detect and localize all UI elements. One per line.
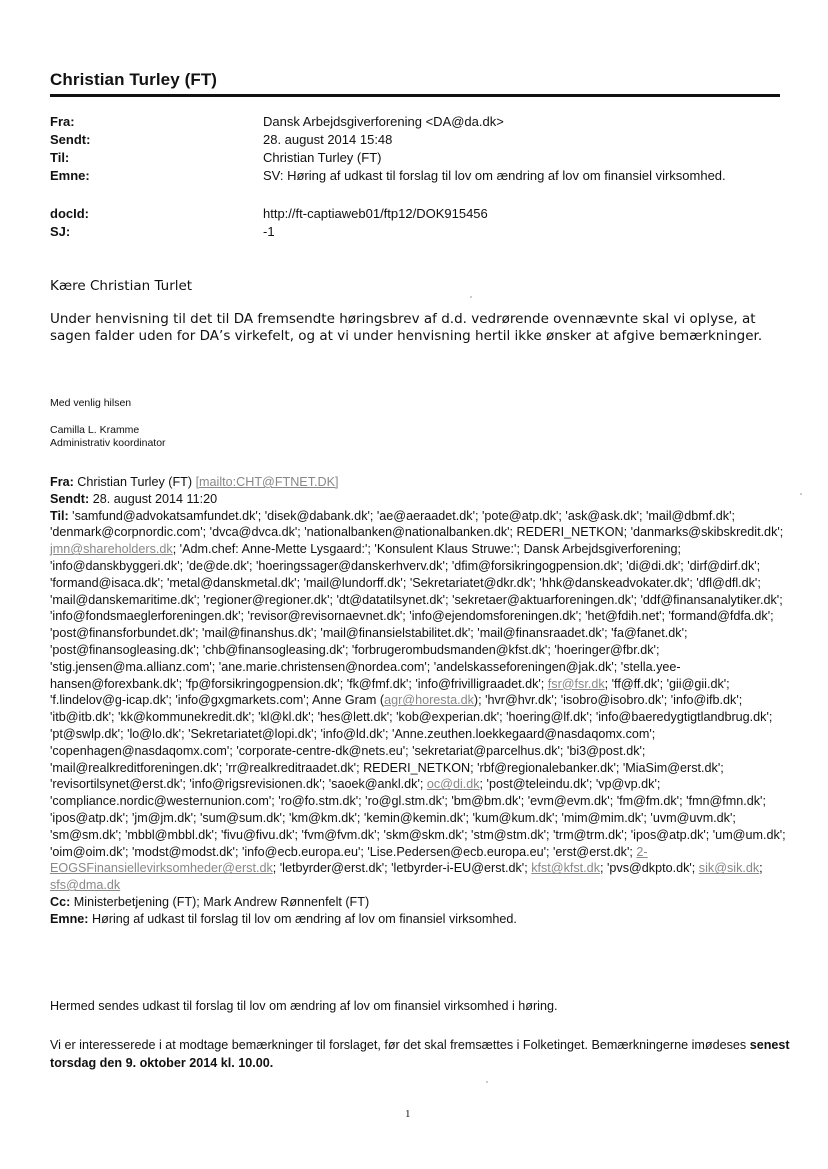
recipient-text: 'samfund@advokatsamfundet.dk'; 'disek@dabank.dk'; 'ae@aeraadet.dk'; 'pote@atp.dk'; 'ask@ask.dk'; 'mail@dbmf.dk'; 'denmark@corpnordic.com'; 'dvca@dvca.dk'; 'nationalbanken@nationalbanken.dk'; REDERI_NETKON; 'danmarks@skibskredit.dk'; <box>50 508 784 540</box>
title-rule <box>50 94 780 97</box>
header-to-label: Til: <box>50 150 70 165</box>
forwarded-mailto-link[interactable]: [mailto:CHT@FTNET.DK] <box>195 475 339 489</box>
recipient-text: ; 'pvs@dkpto.dk'; <box>600 861 699 876</box>
forwarded-subject-value: Høring af udkast til forslag til lov om ændring af lov om finansiel virksomhed. <box>92 911 517 926</box>
reply-body: Under henvisning til det til DA fremsendte høringsbrev af d.d. vedrørende ovennævnte skal vi oplyse, at sagen falder uden for DA’s virkefelt, og at vi under henvisning hertil ikke ønsker at afgive bemærkninger. <box>50 311 763 344</box>
reply-signature <box>50 424 166 450</box>
forwarded-cc-label: Cc: <box>50 894 71 909</box>
recipient-text: ; 'ff@ff.dk'; 'gii@gii.dk'; 'f.lindelov@g-icap.dk'; 'info@gxgmarkets.com'; Anne Gram ( <box>50 676 730 708</box>
hearing-deadline: senest torsdag den 9. oktober 2014 kl. 10.00. <box>50 1038 790 1070</box>
forwarded-subject-label: Emne: <box>50 911 89 926</box>
forwarded-to-line <box>50 508 790 894</box>
header-docid-row <box>50 205 780 223</box>
forwarded-sent-line <box>50 491 790 508</box>
recipient-text: ; 'Adm.chef: Anne-Mette Lysgaard:'; 'Konsulent Klaus Struwe:'; Dansk Arbejdsgiverforening; 'info@danskbyggeri.dk'; 'de@de.dk'; 'hoeringssager@danskerhverv.dk'; 'dfim@forsikringogpension.dk'; 'di@di.dk'; 'dirf@dirf.dk'; 'formand@isaca.dk'; 'metal@danskmetal.dk'; 'mail@lundorff.dk'; 'Sekretariatet@dkr.dk'; 'hhk@danskeadvokater.dk'; 'dfl@dfl.dk'; 'mail@danskemaritime.dk'; 'regioner@regioner.dk'; 'dt@datatilsynet.dk'; 'sekretaer@aktuarforeningen.dk'; 'ddf@finansanalytiker.dk'; 'info@fondsmaeglerforeningen.dk'; 'revisor@revisornaevnet.dk'; 'info@ejendomsforeningen.dk'; 'het@fdih.net'; 'formand@fdfa.dk'; 'post@finansforbundet.dk'; 'mail@finanshus.dk'; 'mail@finansielstabilitet.dk'; 'mail@finansraadet.dk'; 'fa@fanet.dk'; 'post@finansogleasing.dk'; 'chb@finansogleasing.dk'; 'forbrugerombudsmanden@kfst.dk'; 'hoeringer@fbr.dk'; 'stig.jensen@ma.allianz.com'; 'ane.marie.christensen@nordea.com'; 'andelskasseforeningen@jak.dk'; 'stella.yee-hansen@forexbank.dk'; 'fp@forsikringogpension.dk'; 'fk@fmf.dk'; 'info@frivilligraadet.dk'; <box>50 542 783 691</box>
forwarded-from-value: Christian Turley (FT) <box>77 475 193 489</box>
forwarded-message <box>50 474 790 928</box>
recipient-email-link[interactable]: oc@di.dk <box>426 777 480 792</box>
scan-speck <box>470 296 472 298</box>
forwarded-from-label: Fra: <box>50 475 74 489</box>
header-sj-value: -1 <box>263 224 275 239</box>
header-sent-value: 28. august 2014 15:48 <box>263 132 393 147</box>
reply-salutation: Kære Christian Turlet <box>50 278 193 294</box>
forwarded-to-label: Til: <box>50 508 69 523</box>
header-subject-value: SV: Høring af udkast til forslag til lov om ændring af lov om finansiel virksomhed. <box>263 168 726 183</box>
recipient-text: ; <box>759 861 763 876</box>
hearing-paragraph-2 <box>50 1036 790 1072</box>
recipient-text: ); 'hvr@hvr.dk'; 'isobro@isobro.dk'; 'info@ifb.dk'; 'itb@itb.dk'; 'kk@kommunekredit.dk'; 'kl@kl.dk'; 'hes@lett.dk'; 'kob@experian.dk'; 'hoering@lf.dk'; 'info@baeredygtigtlandbrug.dk'; 'pt@swlp.dk'; 'lo@lo.dk'; 'Sekretariatet@lopi.dk'; 'info@ld.dk'; 'Anne.zeuthen.loekkegaard@nasdaqomx.com'; 'copenhagen@nasdaqomx.com'; 'corporate-centre-dk@nets.eu'; 'sekretariat@parcelhus.dk'; 'bi3@post.dk'; 'mail@realkreditforeningen.dk'; 'rr@realkreditraadet.dk'; REDERI_NETKON; 'rbf@regionalebanker.dk'; 'MiaSim@erst.dk'; 'revisortilsynet@erst.dk'; 'info@rigsrevisionen.dk'; 'saoek@ankl.dk'; <box>50 693 773 792</box>
recipient-email-link[interactable]: agr@horesta.dk <box>384 693 474 708</box>
page-number: 1 <box>405 1108 411 1120</box>
recipient-email-link[interactable]: 2-EOGSFinansiellevirksomheder@erst.dk <box>50 844 648 876</box>
forwarded-subject-line <box>50 911 790 928</box>
header-docid-label: docId: <box>50 206 89 221</box>
header-sent-row <box>50 131 780 149</box>
recipient-list <box>50 509 786 893</box>
hearing-paragraph-1: Hermed sendes udkast til forslag til lov om ændring af lov om finansiel virksomhed i høring. <box>50 999 558 1013</box>
header-from-label: Fra: <box>50 114 75 129</box>
recipient-email-link[interactable]: jmn@shareholders.dk <box>50 542 173 557</box>
header-sj-label: SJ: <box>50 224 71 239</box>
header-docid-value: http://ft-captiaweb01/ftp12/DOK915456 <box>263 206 488 221</box>
forwarded-from-line <box>50 474 790 491</box>
hearing-paragraph-2-text: Vi er interesserede i at modtage bemærkninger til forslaget, før det skal fremsættes i Folketinget. Bemærkningerne imødeses <box>50 1038 750 1052</box>
forwarded-sent-label: Sendt: <box>50 491 90 506</box>
recipient-email-link[interactable]: kfst@kfst.dk <box>531 861 600 876</box>
header-from-row <box>50 113 780 131</box>
header-to-row <box>50 149 780 167</box>
scan-speck <box>486 1081 488 1083</box>
recipient-email-link[interactable]: fsr@fsr.dk <box>547 676 605 691</box>
forwarded-cc-line <box>50 894 790 911</box>
recipient-email-link[interactable]: sik@sik.dk <box>698 861 760 876</box>
header-sj-row <box>50 223 780 241</box>
header-subject-label: Emne: <box>50 168 90 183</box>
signer-name: Camilla L. Kramme <box>50 424 140 436</box>
email-header <box>50 113 780 241</box>
header-to-value: Christian Turley (FT) <box>263 150 382 165</box>
forwarded-cc-value: Ministerbetjening (FT); Mark Andrew Rønnenfelt (FT) <box>73 894 370 909</box>
header-sent-label: Sendt: <box>50 132 91 147</box>
reply-closing: Med venlig hilsen <box>50 397 132 409</box>
header-subject-row <box>50 167 780 185</box>
scan-speck <box>800 493 802 495</box>
forwarded-sent-value: 28. august 2014 11:20 <box>92 491 218 506</box>
recipient-text: ; 'letbyrder@erst.dk'; 'letbyrder-i-EU@erst.dk'; <box>272 861 532 876</box>
recipient-email-link[interactable]: sfs@dma.dk <box>50 878 121 893</box>
header-from-value: Dansk Arbejdsgiverforening <DA@da.dk> <box>263 114 504 129</box>
sender-title: Christian Turley (FT) <box>50 70 218 89</box>
signer-title: Administrativ koordinator <box>50 437 166 449</box>
recipient-text: ; 'post@teleindu.dk'; 'vp@vp.dk'; 'compliance.nordic@westernunion.com'; 'ro@fo.stm.dk'; 'ro@gl.stm.dk'; 'bm@bm.dk'; 'evm@evm.dk'; 'fm@fm.dk'; 'fmn@fmn.dk'; 'ipos@atp.dk'; 'jm@jm.dk'; 'sum@sum.dk'; 'km@km.dk'; 'kemin@kemin.dk'; 'kum@kum.dk'; 'mim@mim.dk'; 'uvm@uvm.dk'; 'sm@sm.dk'; 'mbbl@mbbl.dk'; 'fivu@fivu.dk'; 'fvm@fvm.dk'; 'skm@skm.dk'; 'stm@stm.dk'; 'trm@trm.dk'; 'ipos@atp.dk'; 'um@um.dk'; 'oim@oim.dk'; 'modst@modst.dk'; 'info@ecb.europa.eu'; 'Lise.Pedersen@ecb.europa.eu'; 'erst@erst.dk'; <box>50 777 786 859</box>
